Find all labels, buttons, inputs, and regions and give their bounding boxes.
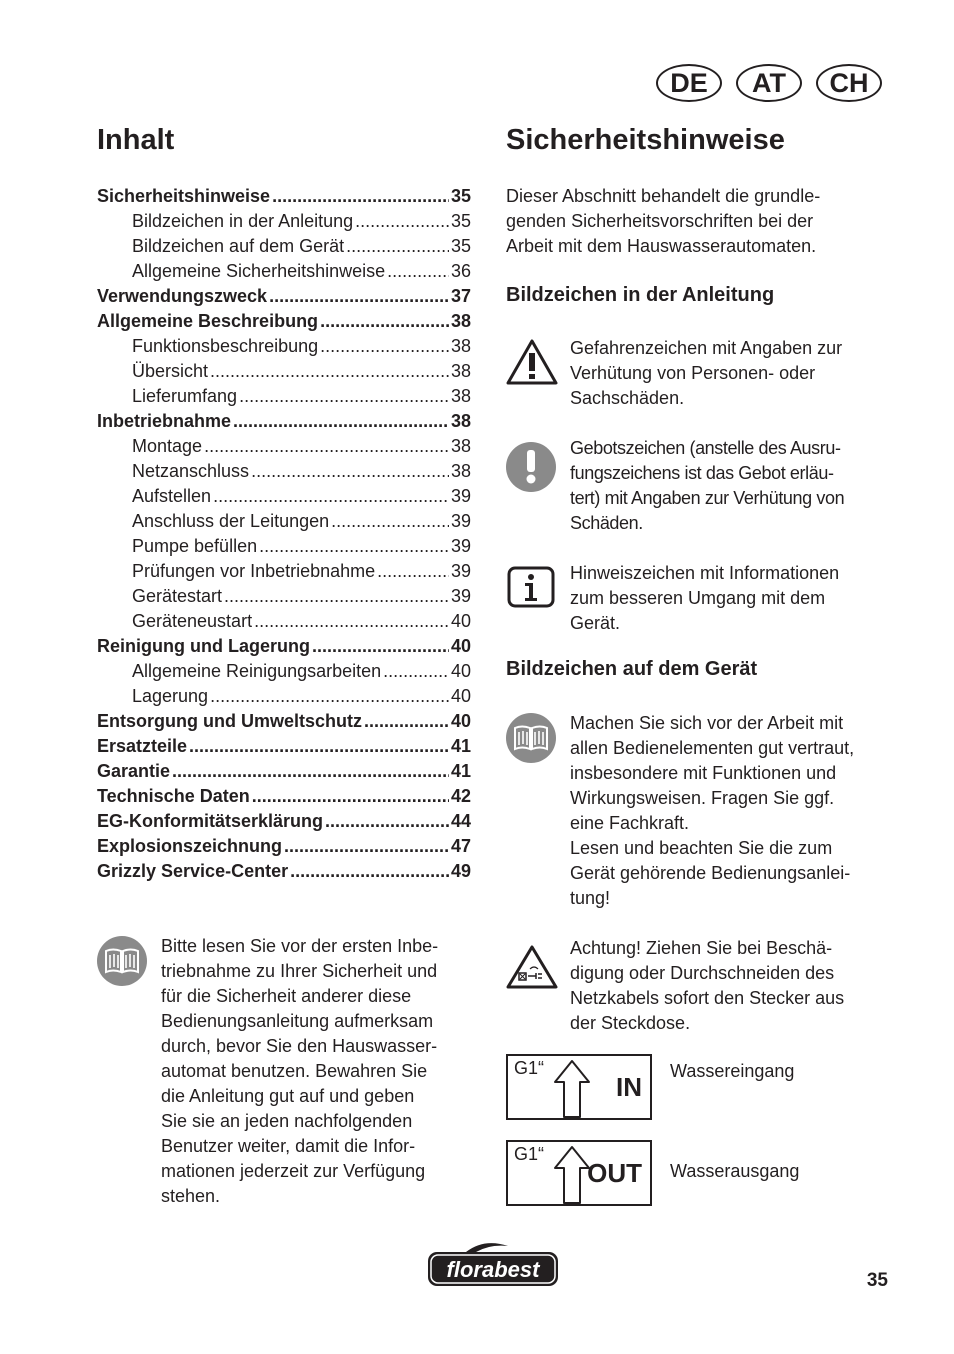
toc-leader-dots xyxy=(239,384,449,409)
water-outlet-marking xyxy=(506,1140,652,1206)
text-line: der Steckdose. xyxy=(570,1013,691,1033)
toc-entry-title: Ersatzteile xyxy=(97,736,188,756)
toc-entry-page: 38 xyxy=(450,411,471,431)
toc-leader-dots xyxy=(259,534,449,559)
toc-entry-page: 42 xyxy=(450,786,471,806)
safety-section xyxy=(506,184,906,1188)
toc-entry-title: Allgemeine Sicherheitshinweise xyxy=(132,261,386,281)
toc-entry xyxy=(97,809,471,834)
water-outlet-label: Wasserausgang xyxy=(670,1161,800,1181)
toc-leader-dots xyxy=(272,184,449,209)
toc-leader-dots xyxy=(189,734,449,759)
toc-entry xyxy=(97,734,471,759)
toc-entry xyxy=(97,559,471,584)
toc-entry-page: 35 xyxy=(450,236,471,256)
table-of-contents xyxy=(97,184,471,884)
toc-entry xyxy=(97,834,471,859)
section-manual-symbols-heading: Bildzeichen in der Anleitung xyxy=(506,284,775,306)
toc-leader-dots xyxy=(233,409,449,434)
florabest-logo xyxy=(426,1240,560,1288)
text-line: Schäden. xyxy=(570,513,643,533)
port-label-in: IN xyxy=(616,1072,642,1102)
toc-entry-page: 35 xyxy=(450,211,471,231)
port-label-out: OUT xyxy=(587,1158,642,1188)
toc-entry xyxy=(97,609,471,634)
toc-entry-title: Bildzeichen auf dem Gerät xyxy=(132,236,345,256)
symbol-read-manual-text xyxy=(570,711,900,911)
toc-leader-dots xyxy=(377,559,449,584)
text-line: Gefahrenzeichen mit Angaben zur xyxy=(570,338,843,358)
toc-leader-dots xyxy=(252,784,449,809)
toc-entry-page: 38 xyxy=(450,336,471,356)
toc-entry xyxy=(97,409,471,434)
toc-entry-title: Gerätestart xyxy=(132,586,223,606)
symbol-info-text xyxy=(570,561,900,636)
toc-entry xyxy=(97,584,471,609)
thread-size: G1“ xyxy=(514,1058,545,1078)
toc-entry-page: 40 xyxy=(450,711,471,731)
toc-entry-title: Netzanschluss xyxy=(132,461,250,481)
text-line: eine Fachkraft. xyxy=(570,813,690,833)
toc-entry-title: Inbetriebnahme xyxy=(97,411,232,431)
text-line: Sie sie an jeden nachfolgenden xyxy=(161,1111,413,1131)
toc-leader-dots xyxy=(383,659,449,684)
country-badge-at: AT xyxy=(736,64,802,102)
text-line: die Anleitung gut auf und geben xyxy=(161,1086,415,1106)
toc-entry-title: Anschluss der Leitungen xyxy=(132,511,330,531)
text-line: Arbeit mit dem Hauswasserautomaten. xyxy=(506,236,817,256)
toc-leader-dots xyxy=(320,309,449,334)
text-line: Benutzer weiter, damit die Infor- xyxy=(161,1136,416,1156)
toc-entry-title: Prüfungen vor Inbetriebnahme xyxy=(132,561,376,581)
symbol-unplug-text xyxy=(570,936,900,1036)
toc-leader-dots xyxy=(210,684,449,709)
toc-entry xyxy=(97,634,471,659)
toc-entry xyxy=(97,259,471,284)
text-line: insbesondere mit Funktionen und xyxy=(570,763,837,783)
exclamation-circle-icon xyxy=(506,442,556,492)
toc-leader-dots xyxy=(331,509,449,534)
toc-entry xyxy=(97,784,471,809)
toc-leader-dots xyxy=(269,284,449,309)
toc-entry xyxy=(97,509,471,534)
text-line: tert) mit Angaben zur Verhütung von xyxy=(570,488,845,508)
toc-entry-title: Aufstellen xyxy=(132,486,212,506)
toc-leader-dots xyxy=(172,759,449,784)
text-line: triebnahme zu Ihrer Sicherheit und xyxy=(161,961,438,981)
toc-entry xyxy=(97,334,471,359)
text-line: Netzkabels sofort den Stecker aus xyxy=(570,988,845,1008)
toc-entry-page: 40 xyxy=(450,686,471,706)
toc-leader-dots xyxy=(284,834,449,859)
toc-leader-dots xyxy=(204,434,449,459)
text-line: tung! xyxy=(570,888,611,908)
toc-entry-page: 38 xyxy=(450,461,471,481)
text-line: mationen jederzeit zur Verfügung xyxy=(161,1161,426,1181)
symbol-danger-text xyxy=(570,336,900,411)
toc-entry xyxy=(97,709,471,734)
text-line: Bedienungsanleitung aufmerksam xyxy=(161,1011,434,1031)
toc-leader-dots xyxy=(387,259,449,284)
symbol-mandatory-text xyxy=(570,436,900,536)
text-line: Machen Sie sich vor der Arbeit mit xyxy=(570,713,844,733)
toc-leader-dots xyxy=(364,709,449,734)
toc-heading: Inhalt xyxy=(97,124,175,156)
text-line: fungszeichens ist das Gebot erläu- xyxy=(570,463,834,483)
toc-leader-dots xyxy=(355,209,449,234)
toc-entry-title: Allgemeine Beschreibung xyxy=(97,311,319,331)
text-line: genden Sicherheitsvorschriften bei der xyxy=(506,211,814,231)
water-inlet-label: Wassereingang xyxy=(670,1061,795,1081)
country-badges xyxy=(656,64,882,102)
unplug-warning-icon xyxy=(506,944,558,995)
section-device-symbols-heading: Bildzeichen auf dem Gerät xyxy=(506,658,758,680)
text-line: Gerät. xyxy=(570,613,621,633)
book-icon xyxy=(97,936,147,986)
toc-entry-page: 39 xyxy=(450,561,471,581)
toc-entry-title: Geräteneustart xyxy=(132,611,253,631)
toc-entry-page: 49 xyxy=(450,861,471,881)
toc-entry-title: Funktionsbeschreibung xyxy=(132,336,319,356)
toc-entry-title: Entsorgung und Umweltschutz xyxy=(97,711,362,731)
toc-entry xyxy=(97,684,471,709)
toc-entry-page: 36 xyxy=(450,261,471,281)
toc-leader-dots xyxy=(213,484,449,509)
toc-entry-page: 47 xyxy=(450,836,471,856)
toc-entry-page: 41 xyxy=(450,736,471,756)
text-line: automat benutzen. Bewahren Sie xyxy=(161,1061,428,1081)
toc-entry-title: Grizzly Service-Center xyxy=(97,861,289,881)
toc-entry-title: Montage xyxy=(132,436,203,456)
toc-entry xyxy=(97,184,471,209)
text-line: Sachschäden. xyxy=(570,388,685,408)
info-icon xyxy=(506,565,556,614)
toc-entry xyxy=(97,659,471,684)
toc-entry-page: 41 xyxy=(450,761,471,781)
toc-entry xyxy=(97,534,471,559)
arrow-up-icon xyxy=(552,1144,592,1206)
text-line: Verhütung von Personen- oder xyxy=(570,363,816,383)
toc-entry-page: 44 xyxy=(450,811,471,831)
logo-text: florabest xyxy=(446,1257,540,1282)
text-line: Dieser Abschnitt behandelt die grundle- xyxy=(506,186,821,206)
toc-leader-dots xyxy=(325,809,449,834)
toc-entry xyxy=(97,484,471,509)
warning-triangle-icon xyxy=(506,338,558,391)
page-number: 35 xyxy=(866,1270,888,1291)
water-inlet-marking xyxy=(506,1054,652,1120)
toc-entry-title: Explosionszeichnung xyxy=(97,836,283,856)
toc-entry-title: Pumpe befüllen xyxy=(132,536,258,556)
toc-entry-title: Verwendungszweck xyxy=(97,286,268,306)
toc-leader-dots xyxy=(320,334,449,359)
toc-entry-page: 38 xyxy=(450,386,471,406)
toc-leader-dots xyxy=(224,584,449,609)
toc-entry-page: 37 xyxy=(450,286,471,306)
toc-entry-page: 38 xyxy=(450,311,471,331)
toc-entry xyxy=(97,359,471,384)
toc-entry xyxy=(97,284,471,309)
text-line: Achtung! Ziehen Sie bei Beschä- xyxy=(570,938,833,958)
text-line: Bitte lesen Sie vor der ersten Inbe- xyxy=(161,936,439,956)
text-line: Gerät gehörende Bedienungsanlei- xyxy=(570,863,851,883)
text-line: Gebotszeichen (anstelle des Ausru- xyxy=(570,438,841,458)
toc-entry-title: Lagerung xyxy=(132,686,209,706)
toc-leader-dots xyxy=(251,459,449,484)
country-badge-de: DE xyxy=(656,64,722,102)
safety-intro xyxy=(506,184,906,259)
toc-leader-dots xyxy=(210,359,449,384)
toc-entry-page: 39 xyxy=(450,536,471,556)
thread-size: G1“ xyxy=(514,1144,545,1164)
toc-entry-title: Übersicht xyxy=(132,361,209,381)
toc-entry-title: Allgemeine Reinigungsarbeiten xyxy=(132,661,382,681)
toc-entry-title: Lieferumfang xyxy=(132,386,238,406)
read-manual-text xyxy=(161,934,491,1209)
toc-entry xyxy=(97,234,471,259)
book-icon xyxy=(506,713,556,763)
safety-heading: Sicherheitshinweise xyxy=(506,124,785,156)
toc-entry xyxy=(97,859,471,884)
toc-entry-page: 38 xyxy=(450,436,471,456)
arrow-up-icon xyxy=(552,1058,592,1120)
text-line: zum besseren Umgang mit dem xyxy=(570,588,826,608)
toc-entry-title: Bildzeichen in der Anleitung xyxy=(132,211,354,231)
toc-entry xyxy=(97,309,471,334)
text-line: Lesen und beachten Sie die zum xyxy=(570,838,833,858)
toc-entry-page: 40 xyxy=(450,611,471,631)
toc-entry-page: 40 xyxy=(450,661,471,681)
toc-entry-title: Reinigung und Lagerung xyxy=(97,636,310,656)
toc-entry-page: 39 xyxy=(450,586,471,606)
country-badge-ch: CH xyxy=(816,64,882,102)
toc-entry xyxy=(97,459,471,484)
toc-entry-title: Technische Daten xyxy=(97,786,250,806)
toc-leader-dots xyxy=(346,234,449,259)
toc-entry xyxy=(97,209,471,234)
text-line: Wirkungsweisen. Fragen Sie ggf. xyxy=(570,788,835,808)
toc-entry-page: 39 xyxy=(450,486,471,506)
text-line: allen Bedienelementen gut vertraut, xyxy=(570,738,855,758)
toc-entry-page: 39 xyxy=(450,511,471,531)
toc-entry-title: EG-Konformitätserklärung xyxy=(97,811,324,831)
toc-entry-page: 38 xyxy=(450,361,471,381)
toc-entry xyxy=(97,759,471,784)
toc-leader-dots xyxy=(254,609,449,634)
toc-entry-title: Sicherheitshinweise xyxy=(97,186,271,206)
toc-entry-page: 40 xyxy=(450,636,471,656)
toc-entry-page: 35 xyxy=(450,186,471,206)
text-line: Hinweiszeichen mit Informationen xyxy=(570,563,840,583)
toc-entry xyxy=(97,434,471,459)
text-line: durch, bevor Sie den Hauswasser- xyxy=(161,1036,438,1056)
toc-leader-dots xyxy=(290,859,449,884)
toc-leader-dots xyxy=(312,634,449,659)
text-line: stehen. xyxy=(161,1186,221,1206)
toc-entry xyxy=(97,384,471,409)
text-line: für die Sicherheit anderer diese xyxy=(161,986,412,1006)
text-line: digung oder Durchschneiden des xyxy=(570,963,835,983)
toc-entry-title: Garantie xyxy=(97,761,171,781)
